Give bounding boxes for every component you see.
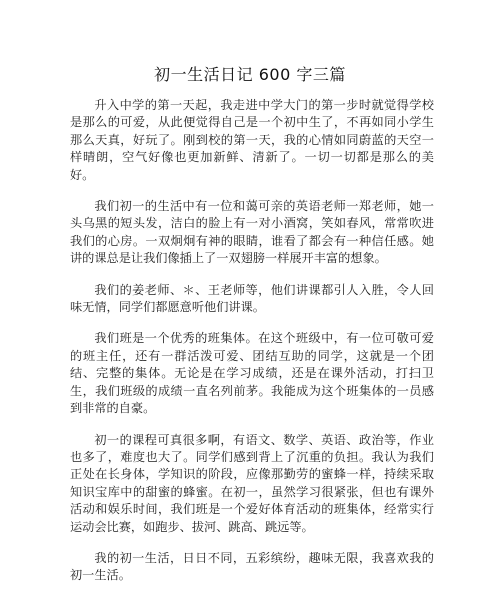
paragraph-1: 升入中学的第一天起，我走进中学大门的第一步时就觉得学校是那么的可爱，从此便觉得自己是一个初中生了，不再如同小学生那么天真，好玩了。刚到校的第一天，我的心情如同蔚蓝的天空一样晴朗，空气好像也更加新鲜、清新了。一切一切都是那么的美好。	[70, 98, 434, 182]
paragraph-5: 初一的课程可真很多啊，有语文、数学、英语、政治等，作业也多了，难度也大了。同学们感到背上了沉重的负担。我认为我们正处在长身体，学知识的阶段，应像那勤劳的蜜蜂一样，持续采取知识宝库中的甜蜜的蜂蜜。在初一，虽然学习很紧张，但也有课外活动和娱乐时间，我们班是一个爱好体育活动的班集体，经常实行运动会比赛，如跑步、拔河、跳高、跳远等。	[70, 432, 434, 534]
paragraph-2: 我们初一的生活中有一位和蔼可亲的英语老师一郑老师，她一头乌黑的短头发，洁白的脸上有一对小酒窝，笑如春风，常常吹进我们的心房。一双炯炯有神的眼睛，谁看了都会有一种信任感。她讲的课总是让我们像插上了一双翅膀一样展开丰富的想象。	[70, 199, 434, 266]
document-title: 初一生活日记 600 字三篇	[154, 65, 346, 84]
paragraph-3: 我们的姜老师、＊、王老师等，他们讲课都引人入胜，令人回味无情，同学们都愿意听他们讲课。	[70, 282, 434, 315]
document-body	[70, 97, 434, 597]
paragraph-4: 我们班是一个优秀的班集体。在这个班级中，有一位可敬可爱的班主任，还有一群活泼可爱、团结互助的同学，这就是一个团结、完整的集体。无论是在学习成绩，还是在课外活动，打扫卫生，我们班级的成绩一直名列前茅。我能成为这个班集体的一员感到非常的自豪。	[70, 331, 434, 416]
paragraph-6: 我的初一生活，日日不同，五彩缤纷，趣味无限，我喜欢我的初一生活。	[70, 550, 434, 583]
